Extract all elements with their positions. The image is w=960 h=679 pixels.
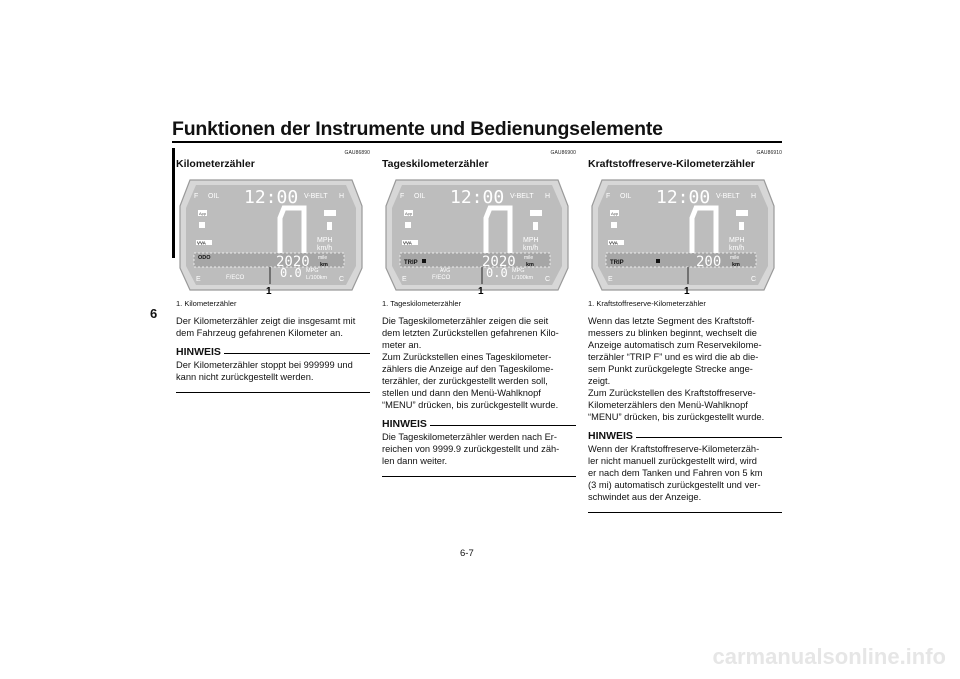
kmh-label: km/h [729, 245, 745, 252]
temp-hot-label: H [545, 193, 551, 200]
hinweis-label: HINWEIS [176, 345, 221, 358]
avg-label: AVG [440, 268, 451, 274]
section-tripmeter [382, 150, 576, 477]
vva-label: VVA [609, 240, 618, 246]
hinweis-rule [636, 437, 782, 438]
battery-icon [530, 210, 542, 216]
mile-unit: mile [730, 255, 740, 261]
hinweis-label: HINWEIS [588, 429, 633, 442]
hinweis-text: Wenn der Kraftstoffreserve-Kilometerzäh- ler nicht manuell zurückgestellt wird, wird er nach dem Tanken und Fahren von 5 km (3 mi) automatisch zurückgestellt und ver- schwindet aus der Anzeige. [588, 444, 763, 502]
feco-label: F/ECO [226, 275, 245, 281]
km-unit: km [732, 262, 740, 268]
app-label: App [405, 211, 413, 216]
section-body: Die Tageskilometerzähler zeigen die seit dem letzten Zurückstellen gefahrenen Kilo- meter an. Zum Zurückstellen eines Tageskilometer- zählers die Anzeige auf den Tageskilome- terzähler, der zurückgestellt werden soll, stellen und dann den Menü-Wahlknopf “MENU” drücken, bis zurückgestellt wurde. [382, 316, 559, 410]
chapter-tab-bar [172, 148, 175, 258]
vva-label: VVA [197, 240, 206, 246]
vbelt-label: V-BELT [510, 193, 534, 200]
page-number: 6-7 [460, 548, 474, 559]
instrument-display-figure [588, 176, 778, 294]
oil-label: OIL [414, 193, 426, 200]
hinweis-rule [224, 353, 370, 354]
hinweis-box [382, 417, 576, 477]
hinweis-end-rule [588, 512, 782, 513]
fuel-empty-label: E [196, 276, 201, 283]
coolant-temp-icon [533, 222, 538, 230]
lcd-display-illustration [382, 176, 572, 294]
battery-icon [736, 210, 748, 216]
hinweis-label: HINWEIS [382, 417, 427, 430]
coolant-temp-icon [739, 222, 744, 230]
odo-tag: ODO [198, 255, 211, 261]
figure-caption: 1. Kraftstoffreserve-Kilometerzähler [588, 299, 706, 308]
eco-value: 0.0 [486, 266, 508, 280]
watermark: carmanualsonline.info [712, 644, 946, 669]
trip-tag: TRIP [404, 260, 418, 266]
clock-readout: 12:00 [450, 187, 505, 208]
mph-label: MPH [729, 237, 745, 244]
section-odometer [176, 150, 370, 393]
fuel-empty-label: E [402, 276, 407, 283]
fuel-pump-icon [199, 222, 205, 228]
temp-hot-label: H [339, 193, 345, 200]
mph-label: MPH [523, 237, 539, 244]
vbelt-label: V-BELT [304, 193, 328, 200]
section-code: GAU86890 [344, 150, 370, 156]
fuel-full-label: F [194, 193, 199, 200]
avg-mpg-label: MPG [306, 268, 319, 274]
section-code: GAU86900 [550, 150, 576, 156]
odometer-value: 2020 [276, 254, 310, 270]
hinweis-box [588, 429, 782, 513]
instrument-display-figure [176, 176, 366, 294]
lcd-display-illustration [588, 176, 778, 294]
header-rule [172, 141, 782, 143]
hinweis-text: Der Kilometerzähler stoppt bei 999999 und kann nicht zurückgestellt werden. [176, 360, 353, 382]
mile-unit: mile [318, 255, 328, 261]
hinweis-box [176, 345, 370, 393]
temp-hot-label: H [751, 193, 757, 200]
section-body: Wenn das letzte Segment des Kraftstoff- messers zu blinken beginnt, wechselt die Anzeige automatisch zum Reservekilome- terzähler “TRIP F” und es wird die ab die- sem Punkt zurückgelegte Strecke ange- zeigt. Zum Zurückstellen des Kraftstoffreserve- Kilometerzählers den Menü-Wahlknopf “MENU” drücken, bis zurückgestellt wurde. [588, 316, 765, 422]
chapter-number: 6 [150, 306, 158, 321]
callout-number: 1 [266, 286, 272, 294]
app-label: App [611, 211, 619, 216]
avg-mpg-label: MPG [512, 268, 525, 274]
section-code: GAU86910 [756, 150, 782, 156]
kmh-label: km/h [317, 245, 333, 252]
hinweis-end-rule [176, 392, 370, 393]
section-title: Kraftstoffreserve-Kilometerzähler [588, 158, 755, 170]
clock-readout: 12:00 [244, 187, 299, 208]
fuel-pump-icon [405, 222, 411, 228]
temp-cold-label: C [751, 276, 757, 283]
callout-number: 1 [478, 286, 484, 294]
coolant-temp-icon [327, 222, 332, 230]
oil-label: OIL [620, 193, 632, 200]
mile-unit: mile [524, 255, 534, 261]
kmh-label: km/h [523, 245, 539, 252]
hinweis-text: Die Tageskilometerzähler werden nach Er- reichen von 9999.9 zurückgestellt und zäh- len dann weiter. [382, 432, 560, 466]
fuel-empty-label: E [608, 276, 613, 283]
temp-cold-label: C [545, 276, 551, 283]
figure-caption: 1. Kilometerzähler [176, 299, 237, 308]
callout-number: 1 [684, 286, 690, 294]
fuel-reserve-trip-value: 200 [696, 254, 722, 270]
instrument-display-figure [382, 176, 572, 294]
trip-tag: TRIP [610, 260, 624, 266]
battery-icon [324, 210, 336, 216]
vbelt-label: V-BELT [716, 193, 740, 200]
temp-cold-label: C [339, 276, 345, 283]
fuel-full-label: F [400, 193, 405, 200]
feco-label: F/ECO [432, 275, 451, 281]
l100-label: L/100km [306, 275, 328, 281]
section-fuel-reserve-tripmeter [588, 150, 782, 513]
section-body: Der Kilometerzähler zeigt die insgesamt mit dem Fahrzeug gefahrenen Kilometer an. [176, 316, 356, 338]
mph-label: MPH [317, 237, 333, 244]
eco-value: 0.0 [280, 266, 302, 280]
page-header-title: Funktionen der Instrumente und Bedienungselemente [172, 118, 663, 140]
hinweis-rule [430, 425, 576, 426]
figure-caption: 1. Tageskilometerzähler [382, 299, 462, 308]
vva-label: VVA [403, 240, 412, 246]
fuel-pump-icon [611, 222, 617, 228]
trip-indicator [422, 259, 426, 263]
section-title: Tageskilometerzähler [382, 158, 489, 170]
oil-label: OIL [208, 193, 220, 200]
section-title: Kilometerzähler [176, 158, 255, 170]
trip-f-indicator [656, 259, 660, 263]
l100-label: L/100km [512, 275, 534, 281]
hinweis-end-rule [382, 476, 576, 477]
clock-readout: 12:00 [656, 187, 711, 208]
trip-value: 2020 [482, 254, 516, 270]
fuel-full-label: F [606, 193, 611, 200]
km-unit: km [320, 262, 328, 268]
app-label: App [199, 211, 207, 216]
km-unit: km [526, 262, 534, 268]
lcd-display-illustration [176, 176, 366, 294]
